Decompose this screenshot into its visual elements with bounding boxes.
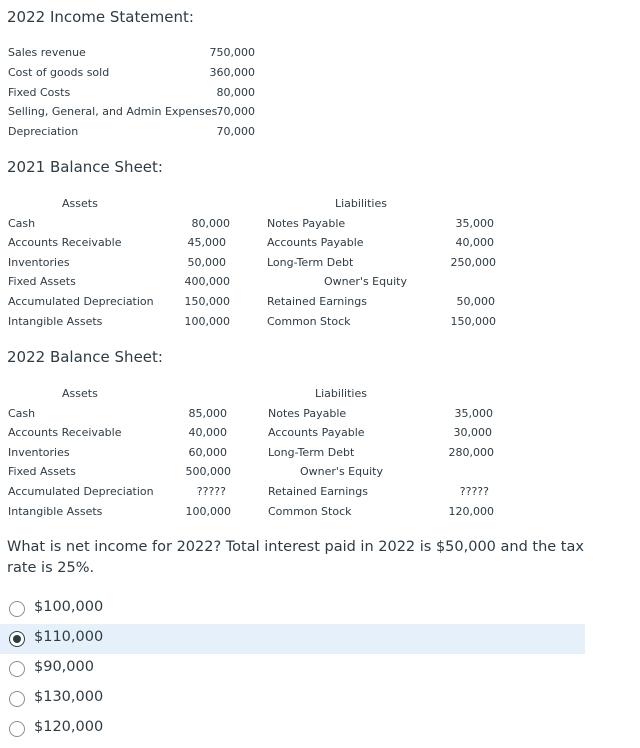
answer-option[interactable] <box>0 684 585 714</box>
answer-option[interactable] <box>0 594 585 624</box>
asset-label: Accounts Receivable <box>8 236 122 249</box>
equity-label: Retained Earnings <box>267 295 367 308</box>
liabilities-header: Liabilities <box>335 197 387 210</box>
asset-value: 45,000 <box>187 236 226 249</box>
asset-value: 60,000 <box>188 446 227 459</box>
radio-button-checked[interactable] <box>9 631 25 647</box>
income-row-value: 80,000 <box>216 86 255 99</box>
income-row-value: 360,000 <box>209 66 255 79</box>
asset-label: Intangible Assets <box>8 315 103 328</box>
liability-value: 35,000 <box>454 407 493 420</box>
liability-label: Long-Term Debt <box>268 446 355 459</box>
asset-label: Accumulated Depreciation <box>8 295 154 308</box>
liability-label: Accounts Payable <box>268 426 365 439</box>
radio-button[interactable] <box>9 721 25 737</box>
asset-label: Accounts Receivable <box>8 426 122 439</box>
radio-button[interactable] <box>9 661 25 677</box>
income-row-value: 750,000 <box>209 46 255 59</box>
income-row-label: Cost of goods sold <box>8 66 110 79</box>
owners-equity-header: Owner's Equity <box>300 465 383 478</box>
asset-value: 150,000 <box>184 295 230 308</box>
liabilities-header: Liabilities <box>315 387 367 400</box>
equity-value: ????? <box>459 485 489 498</box>
asset-value: 50,000 <box>187 256 226 269</box>
asset-label: Inventories <box>8 446 70 459</box>
answer-option[interactable] <box>0 654 585 684</box>
owners-equity-header: Owner's Equity <box>324 275 407 288</box>
asset-label: Fixed Assets <box>8 465 76 478</box>
equity-value: 50,000 <box>456 295 495 308</box>
equity-label: Retained Earnings <box>268 485 368 498</box>
answer-option-selected[interactable] <box>0 624 585 654</box>
liability-label: Long-Term Debt <box>267 256 354 269</box>
asset-value: 400,000 <box>184 275 230 288</box>
radio-button[interactable] <box>9 691 25 707</box>
assets-header: Assets <box>62 387 98 400</box>
asset-label: Cash <box>8 217 36 230</box>
liability-label: Accounts Payable <box>267 236 364 249</box>
income-row-value: 70,000 <box>216 105 255 118</box>
income-row-label: Fixed Costs <box>8 86 71 99</box>
asset-value: 40,000 <box>188 426 227 439</box>
asset-label: Cash <box>8 407 36 420</box>
equity-label: Common Stock <box>268 505 352 518</box>
equity-value: 120,000 <box>448 505 494 518</box>
answer-option-label: $110,000 <box>34 629 104 645</box>
asset-value: 500,000 <box>185 465 231 478</box>
answer-option-label: $130,000 <box>34 689 104 705</box>
income-row-label: Depreciation <box>8 125 79 138</box>
assets-header: Assets <box>62 197 98 210</box>
radio-button[interactable] <box>9 601 25 617</box>
liability-label: Notes Payable <box>267 217 346 230</box>
liability-value: 30,000 <box>453 426 492 439</box>
asset-label: Accumulated Depreciation <box>8 485 154 498</box>
income-row-label: Selling, General, and Admin Expenses <box>8 105 218 118</box>
asset-label: Fixed Assets <box>8 275 76 288</box>
income-row-label: Sales revenue <box>8 46 86 59</box>
asset-value: 100,000 <box>184 315 230 328</box>
asset-label: Inventories <box>8 256 70 269</box>
answer-option-label: $120,000 <box>34 719 104 735</box>
balance-sheet-2021-title: 2021 Balance Sheet: <box>7 158 163 176</box>
question-text: What is net income for 2022? Total interest paid in 2022 is $50,000 and the tax rate is 25%. <box>7 539 584 576</box>
liability-value: 40,000 <box>455 236 494 249</box>
answer-option[interactable] <box>0 714 585 744</box>
equity-value: 150,000 <box>450 315 496 328</box>
answer-option-label: $90,000 <box>34 659 94 675</box>
radio-dot-icon <box>13 635 21 643</box>
liability-label: Notes Payable <box>268 407 347 420</box>
liability-value: 280,000 <box>448 446 494 459</box>
answer-option-label: $100,000 <box>34 599 104 615</box>
asset-value: ????? <box>196 485 226 498</box>
asset-label: Intangible Assets <box>8 505 103 518</box>
income-row-value: 70,000 <box>216 125 255 138</box>
income-statement-title: 2022 Income Statement: <box>7 8 194 26</box>
asset-value: 80,000 <box>191 217 230 230</box>
asset-value: 85,000 <box>188 407 227 420</box>
equity-label: Common Stock <box>267 315 351 328</box>
balance-sheet-2022-title: 2022 Balance Sheet: <box>7 348 163 366</box>
liability-value: 35,000 <box>455 217 494 230</box>
liability-value: 250,000 <box>450 256 496 269</box>
asset-value: 100,000 <box>185 505 231 518</box>
